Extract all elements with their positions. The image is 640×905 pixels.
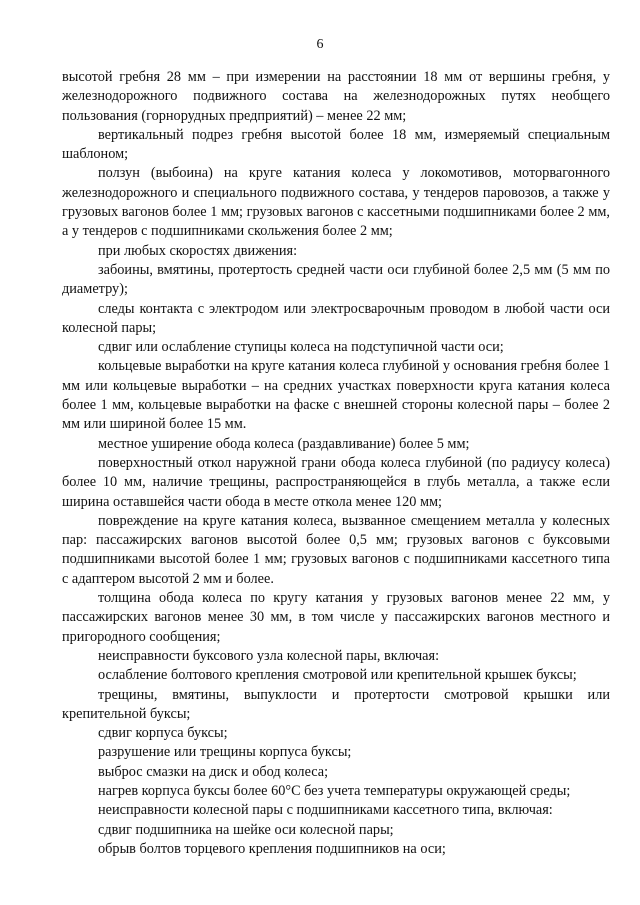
paragraph-18: выброс смазки на диск и обод колеса; [98, 763, 329, 780]
paragraph-3: ползун (выбоина) на круге катания колеса у локомотивов, моторвагонного железнодорожного и специального подвижного состава, у тендеров паровозов, а также у грузовых вагонов более 1 мм; грузовых вагонов с кассетными подшипниками более 2 мм, а у тендеров с подшипниками скольжения более 2 мм; [62, 165, 610, 240]
paragraph-19: нагрев корпуса буксы более 60°С без учета температуры окружающей среды; [98, 782, 571, 799]
paragraph-7: сдвиг или ослабление ступицы колеса на подступичной части оси; [98, 339, 504, 356]
paragraph-1: высотой гребня 28 мм – при измерении на расстоянии 18 мм от вершины гребня, у железнодорожного подвижного состава на железнодорожных путях необщего пользования (горнорудных предприятий) – менее 22 мм; [62, 69, 610, 124]
paragraph-17: разрушение или трещины корпуса буксы; [98, 744, 352, 761]
paragraph-10: поверхностный откол наружной грани обода колеса глубиной (по радиусу колеса) более 10 мм, наличие трещины, распространяющейся в глубь металла, а также если ширина оставшейся части обода в месте откола менее 120 мм; [62, 454, 610, 510]
paragraph-5: забоины, вмятины, протертость средней части оси глубиной более 2,5 мм (5 мм по диаметру); [62, 261, 610, 298]
paragraph-11: повреждение на круге катания колеса, вызванное смещением металла у колесных пар: пассажирских вагонов высотой более 0,5 мм; грузовых вагонов с буксовыми подшипниками высотой более 1 мм; грузовых вагонов с подшипниками кассетного типа с адаптером высотой 2 мм и более. [62, 512, 610, 587]
paragraph-16: сдвиг корпуса буксы; [98, 725, 228, 742]
paragraph-15: трещины, вмятины, выпуклости и протертости смотровой крышки или крепительной буксы; [62, 686, 610, 722]
paragraph-14: ослабление болтового крепления смотровой или крепительной крышек буксы; [98, 667, 577, 684]
paragraph-4: при любых скоростях движения: [98, 242, 298, 259]
paragraph-21: сдвиг подшипника на шейке оси колесной пары; [98, 821, 394, 838]
paragraph-2: вертикальный подрез гребня высотой более 18 мм, измеряемый специальным шаблоном; [62, 126, 610, 163]
page-number: 6 [316, 37, 324, 52]
paragraph-22: обрыв болтов торцевого крепления подшипников на оси; [98, 840, 446, 857]
paragraph-20: неисправности колесной пары с подшипниками кассетного типа, включая: [98, 802, 553, 819]
paragraph-8: кольцевые выработки на круге катания колеса глубиной у основания гребня более 1 мм или кольцевые выработки – на средних участках поверхности круга катания колеса более 1 мм, кольцевые выработки на фаске с внешней стороны колесной пары – более 2 мм или шириной более 15 мм. [62, 358, 610, 433]
document-body [62, 68, 610, 859]
paragraph-9: местное уширение обода колеса (раздавливание) более 5 мм; [98, 435, 470, 452]
paragraph-6: следы контакта с электродом или электросварочным проводом в любой части оси колесной пары; [62, 300, 610, 336]
paragraph-13: неисправности буксового узла колесной пары, включая: [98, 647, 440, 664]
paragraph-12: толщина обода колеса по кругу катания у грузовых вагонов менее 22 мм, у пассажирских вагонов менее 30 мм, в том числе у пассажирских вагонов местного и пригородного сообщения; [62, 590, 610, 645]
